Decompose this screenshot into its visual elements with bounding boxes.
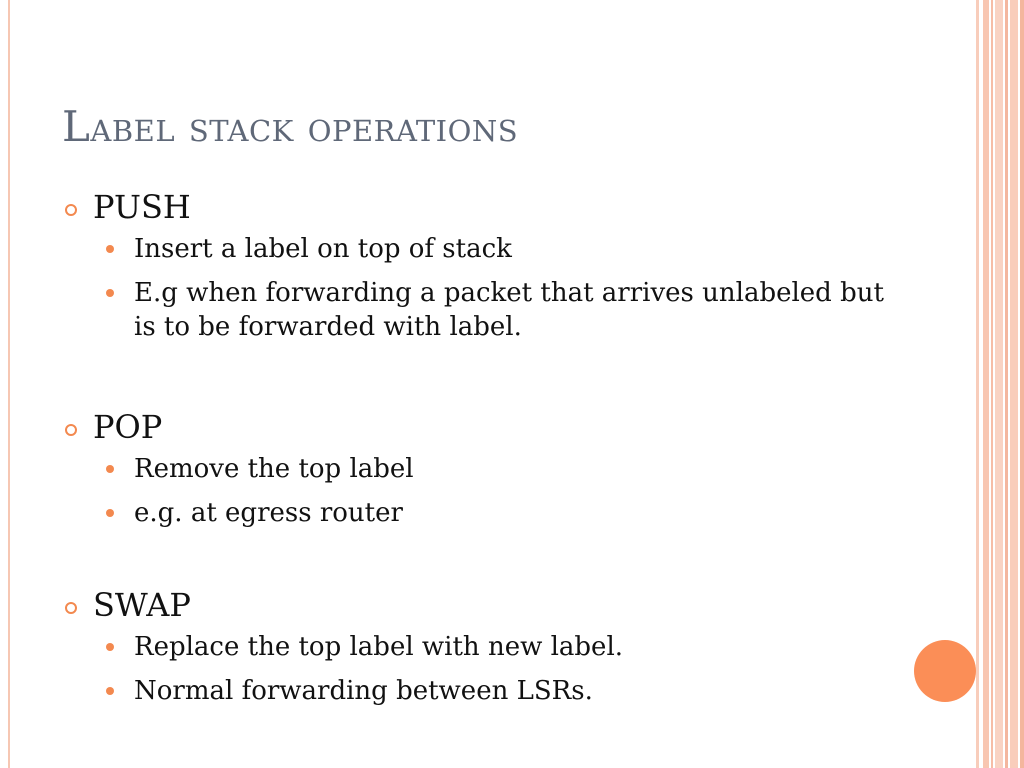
section-swap <box>62 586 894 718</box>
right-decor-stripe <box>1020 0 1024 768</box>
list-item <box>62 452 894 486</box>
left-border-line <box>8 0 10 768</box>
section-heading <box>62 586 894 630</box>
list-item <box>62 232 894 266</box>
list-item-text: Replace the top label with new label. <box>134 632 624 662</box>
right-decor-stripe <box>995 0 1003 768</box>
ring-bullet-icon <box>65 204 77 216</box>
dot-bullet-icon <box>106 245 114 253</box>
section-label: POP <box>93 408 163 446</box>
section-label: PUSH <box>93 188 191 226</box>
list-item-text: Insert a label on top of stack <box>134 234 512 264</box>
list-item-text: Normal forwarding between LSRs. <box>134 676 593 706</box>
right-decor-stripe <box>991 0 993 768</box>
bullet-list <box>62 452 894 530</box>
right-decor-stripe <box>983 0 989 768</box>
section-heading <box>62 408 894 452</box>
list-item-text: e.g. at egress router <box>134 498 403 528</box>
dot-bullet-icon <box>106 465 114 473</box>
section-label: SWAP <box>93 586 191 624</box>
right-decor-stripe <box>1010 0 1018 768</box>
bullet-list <box>62 630 894 708</box>
dot-bullet-icon <box>106 643 114 651</box>
list-item <box>62 630 894 664</box>
dot-bullet-icon <box>106 687 114 695</box>
list-item <box>62 496 894 530</box>
list-item-text: E.g when forwarding a packet that arrives unlabeled but is to be forwarded with label. <box>134 278 884 342</box>
right-decor-stripe <box>976 0 979 768</box>
section-pop <box>62 408 894 540</box>
bullet-list <box>62 232 894 344</box>
list-item <box>62 276 894 344</box>
list-item <box>62 674 894 708</box>
dot-bullet-icon <box>106 509 114 517</box>
decorative-circle <box>914 640 976 702</box>
ring-bullet-icon <box>65 602 77 614</box>
list-item-text: Remove the top label <box>134 454 414 484</box>
slide-title: Label stack operations <box>62 102 519 151</box>
section-push <box>62 188 894 354</box>
right-decor-stripe <box>1005 0 1008 768</box>
section-heading <box>62 188 894 232</box>
ring-bullet-icon <box>65 424 77 436</box>
dot-bullet-icon <box>106 289 114 297</box>
